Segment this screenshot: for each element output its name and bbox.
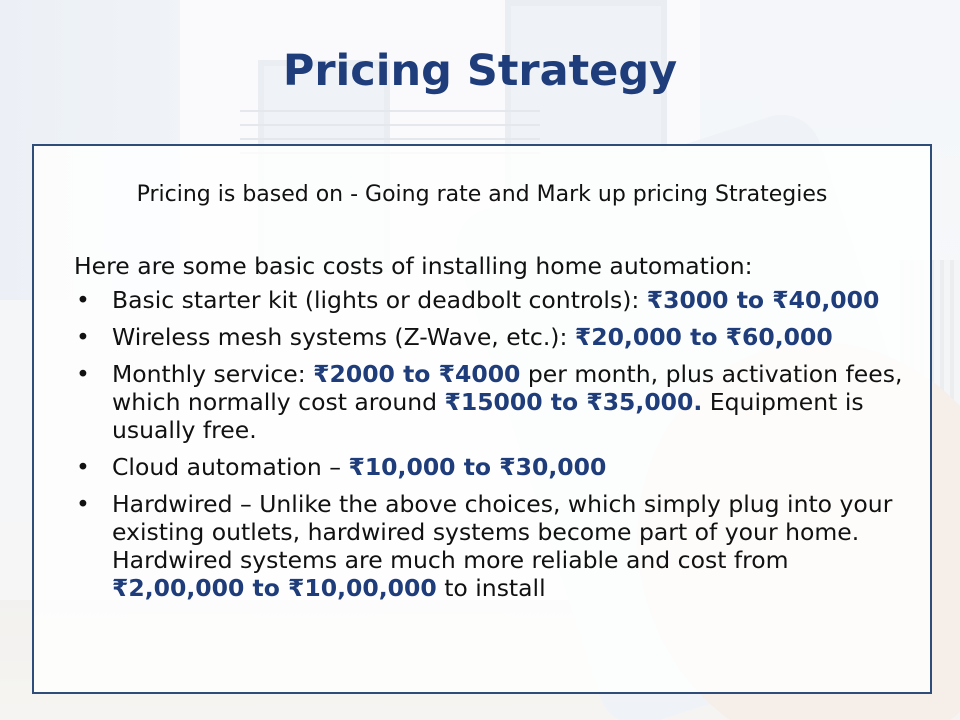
item-price: ₹3000 to ₹40,000 <box>646 286 880 314</box>
item-price: ₹2000 to ₹4000 <box>313 360 521 388</box>
item-price: ₹2,00,000 to ₹10,00,000 <box>112 574 437 602</box>
list-item <box>74 286 914 314</box>
item-text: to install <box>436 574 546 602</box>
item-text: Basic starter kit (lights or deadbolt controls): <box>112 286 647 314</box>
list-item <box>74 490 914 602</box>
item-text: Monthly service: <box>112 360 314 388</box>
bullet-icon: • <box>76 286 90 314</box>
item-price: ₹15000 to ₹35,000. <box>444 388 703 416</box>
bullet-icon: • <box>76 490 90 518</box>
cost-content <box>74 252 914 611</box>
item-text: per month, plus activation fees, which normally cost around <box>112 360 903 416</box>
item-text: Cloud automation – <box>112 453 349 481</box>
item-price: ₹20,000 to ₹60,000 <box>574 323 833 351</box>
list-item <box>74 360 914 444</box>
bullet-icon: • <box>76 453 90 481</box>
item-price: ₹10,000 to ₹30,000 <box>348 453 607 481</box>
content-box <box>32 144 932 694</box>
item-text: Equipment is usually free. <box>112 388 864 444</box>
list-item <box>74 453 914 481</box>
item-text: Hardwired – Unlike the above choices, which simply plug into your existing outlets, hardwired systems become part of your home. Hardwired systems are much more reliable and cost from <box>112 490 893 574</box>
list-item <box>74 323 914 351</box>
slide-title: Pricing Strategy <box>282 46 678 96</box>
item-text: Wireless mesh systems (Z-Wave, etc.): <box>112 323 575 351</box>
intro-text: Pricing is based on - Going rate and Mark up pricing Strategies <box>136 182 828 207</box>
cost-lead-text: Here are some basic costs of installing home automation: <box>74 252 753 280</box>
bullet-icon: • <box>76 323 90 351</box>
bullet-icon: • <box>76 360 90 388</box>
cost-list <box>74 286 914 602</box>
